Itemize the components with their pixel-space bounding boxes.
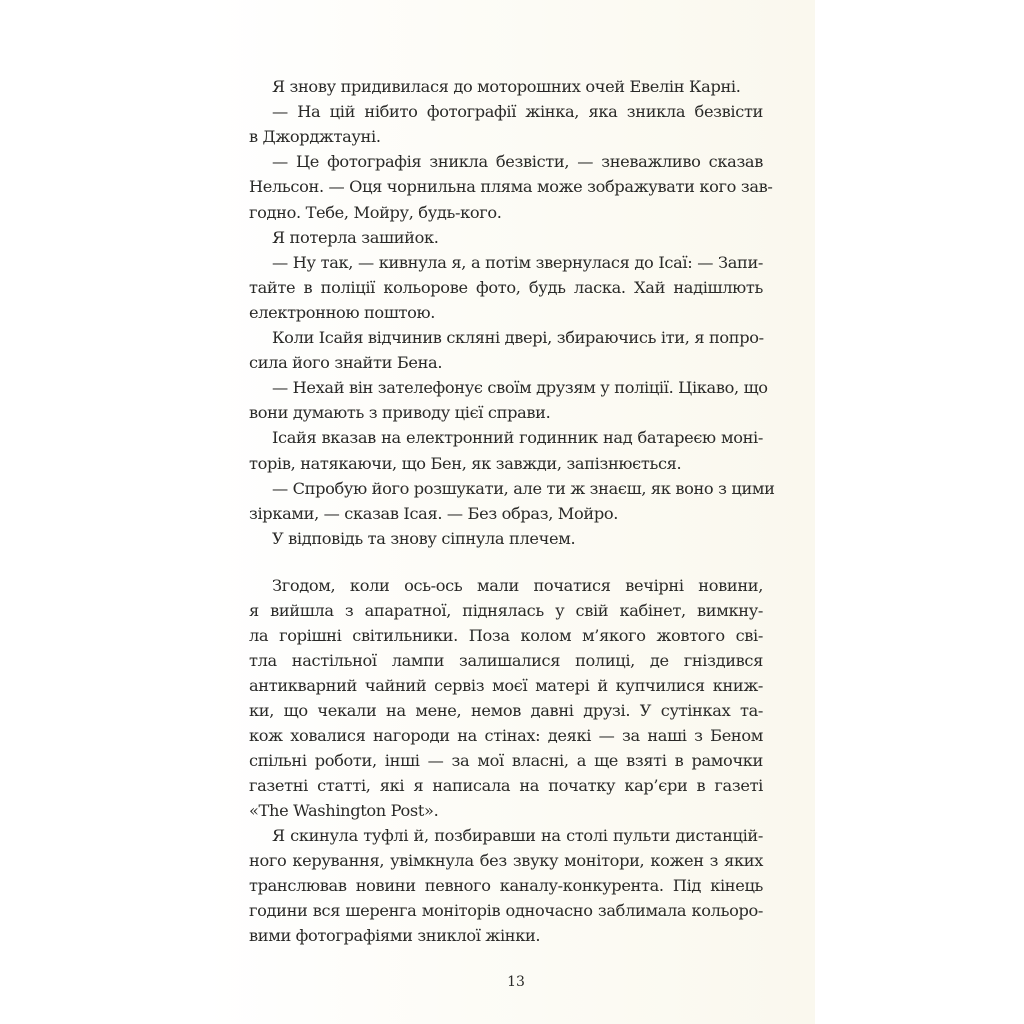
page-number: 13 bbox=[507, 974, 525, 990]
text-line: Я потерла зашийок. bbox=[272, 227, 439, 247]
text-line: — Це фотографія зникла безвісти, — зневажливо сказав bbox=[272, 152, 763, 172]
text-line: Згодом, коли ось-ось мали початися вечірні новини, bbox=[272, 576, 763, 595]
text-line: вими фотографіями зниклої жінки. bbox=[249, 926, 541, 945]
text-line: У відповідь та знову сіпнула плечем. bbox=[272, 528, 576, 548]
page-margin-right bbox=[815, 0, 1024, 1024]
text-line: торів, натякаючи, що Бен, як завжди, запізнюється. bbox=[249, 453, 682, 473]
text-line: антикварний чайний сервіз моєї матері й купчилися книж- bbox=[249, 676, 763, 695]
text-line: тайте в поліції кольорове фото, будь ласка. Хай надішлють bbox=[249, 277, 763, 297]
text-line: Ісайя вказав на електронний годинник над батареєю моні- bbox=[272, 428, 763, 448]
text-line: — Спробую його розшукати, але ти ж знаєш, як воно з цими bbox=[272, 478, 775, 498]
text-line: ла горішні світильники. Поза колом м’якого жовтого сві- bbox=[249, 626, 763, 645]
text-line: Коли Ісайя відчинив скляні двері, збираючись іти, я попро- bbox=[272, 328, 764, 347]
text-line: вони думають з приводу цієї справи. bbox=[249, 403, 551, 423]
text-line: Я знову придивилася до моторошних очей Евелін Карні. bbox=[272, 77, 741, 96]
text-line: електронною поштою. bbox=[249, 302, 436, 322]
text-line: ки, що чекали на мене, немов давні друзі. У сутінках та- bbox=[249, 701, 763, 720]
text-line: години вся шеренга моніторів одночасно заблимала кольоро- bbox=[249, 901, 763, 920]
text-line: — Ну так, — кивнула я, а потім звернулася до Ісаї: — Запи- bbox=[272, 252, 763, 272]
text-line: кож ховалися нагороди на стінах: деякі — за наші з Беном bbox=[249, 726, 763, 745]
text-line: — Нехай він зателефонує своїм друзям у поліції. Цікаво, що bbox=[272, 378, 768, 398]
text-line: годно. Тебе, Мойру, будь-кого. bbox=[249, 202, 502, 222]
text-line: — На цій нібито фотографії жінка, яка зникла безвісти bbox=[272, 102, 763, 122]
text-line: сила його знайти Бена. bbox=[249, 353, 443, 373]
text-line: Нельсон. — Оця чорнильна пляма може зображувати кого зав- bbox=[249, 177, 773, 197]
text-line: транслював новини певного каналу-конкурента. Під кінець bbox=[249, 876, 763, 895]
text-line: спільні роботи, інші — за мої власні, а ще взяті в рамочки bbox=[249, 751, 763, 770]
text-line: ного керування, увімкнула без звуку монітори, кожен з яких bbox=[249, 851, 763, 870]
text-line: газетні статті, які я написала на початку кар’єри в газеті bbox=[249, 776, 763, 795]
text-line: я вийшла з апаратної, піднялась у свій кабінет, вимкну- bbox=[249, 601, 763, 620]
text-line: «The Washington Post». bbox=[249, 801, 439, 820]
text-line: Я скинула туфлі й, позбиравши на столі пульти дистанцій- bbox=[272, 826, 763, 845]
text-line: зірками, — сказав Ісая. — Без образ, Мойро. bbox=[249, 503, 619, 523]
text-line: тла настільної лампи залишалися полиці, де гніздився bbox=[249, 651, 763, 670]
text-line: в Джорджтауні. bbox=[249, 127, 381, 147]
